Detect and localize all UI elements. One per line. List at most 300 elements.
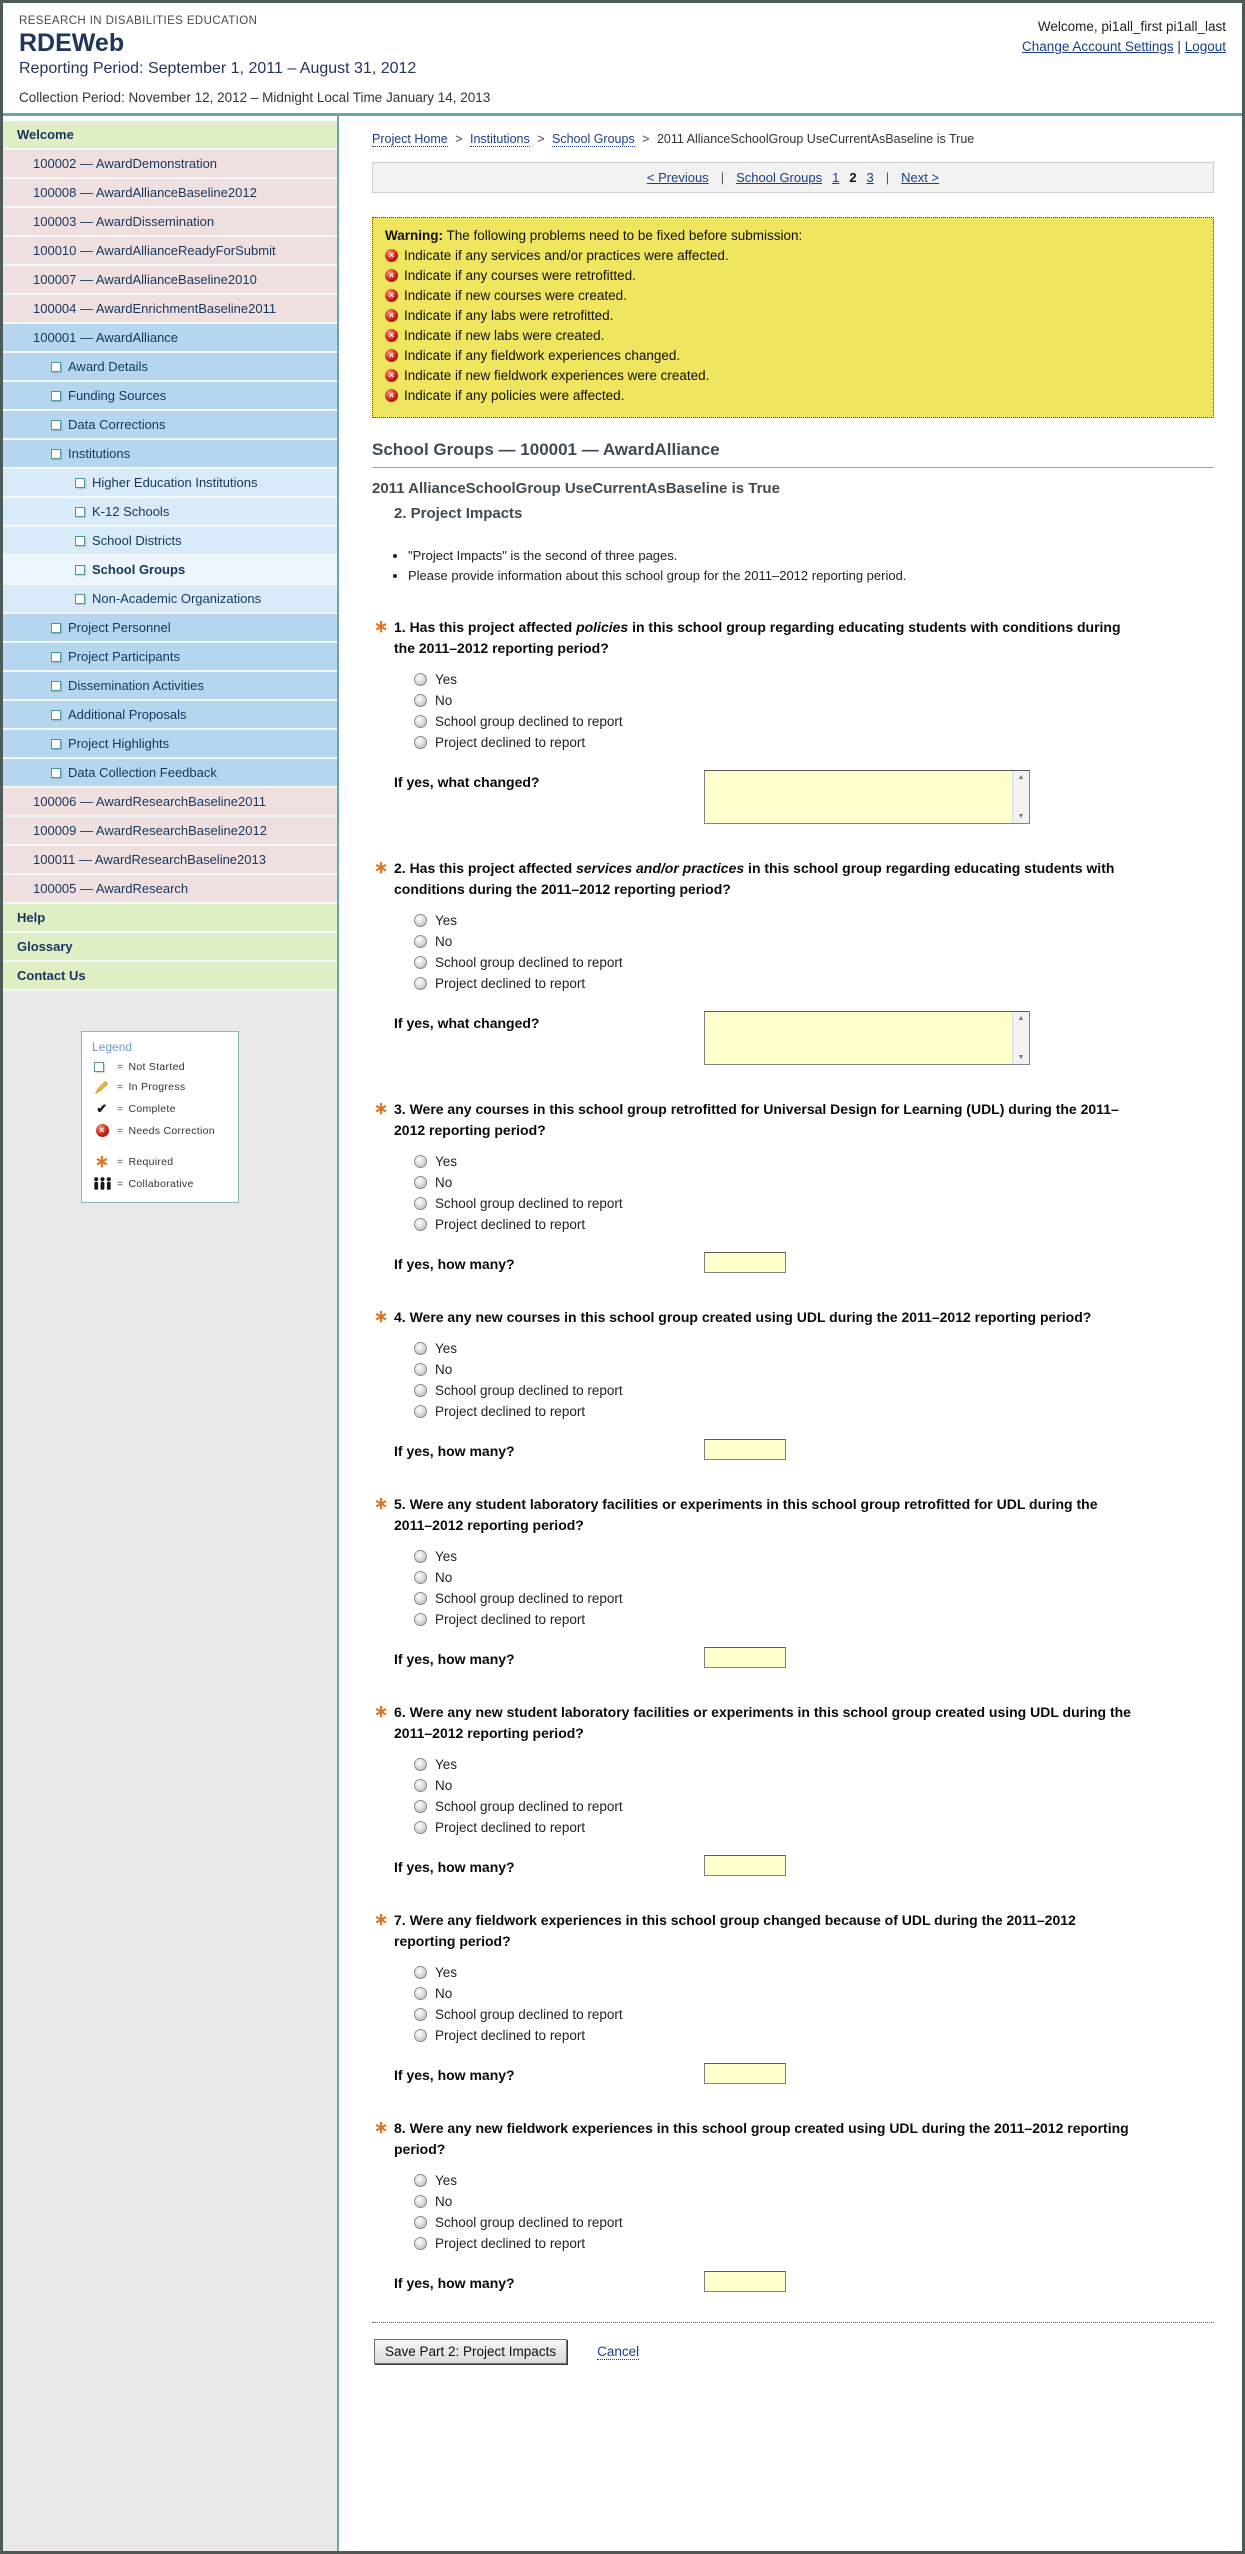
warning-item-text: Indicate if any services and/or practices were affected. <box>404 248 729 263</box>
needs-correction-icon: × <box>96 1124 109 1137</box>
sidebar-item-100011-awardresearchbaseline2013[interactable] <box>3 846 337 875</box>
radio-option-yes[interactable] <box>414 1757 1152 1772</box>
radio-option-no[interactable] <box>414 1362 1152 1377</box>
sidebar-item-100004-awardenrichmentbaseline2011[interactable] <box>3 295 337 324</box>
warning-item-text: Indicate if any courses were retrofitted. <box>404 268 636 283</box>
radio-option-school-group-declined-to-report[interactable] <box>414 2215 1152 2230</box>
sidebar-item-label: Data Corrections <box>68 417 166 432</box>
legend-item-complete <box>92 1101 230 1117</box>
scroll-up-icon[interactable]: ▲ <box>1017 774 1025 781</box>
not-started-icon <box>51 449 61 459</box>
radio-button-yes[interactable] <box>414 1550 427 1563</box>
radio-label: Yes <box>435 1154 458 1169</box>
question-5 <box>372 1494 1152 1668</box>
question-8-options <box>414 2173 1152 2251</box>
legend-item-needs-correction <box>92 1124 230 1137</box>
question-4-options <box>414 1341 1152 1419</box>
question-text: 5. Were any student laboratory facilities or experiments in this school group retrofitted for UDL during the 2011–2012 reporting period? <box>394 1496 1098 1533</box>
legend-label: In Progress <box>128 1081 186 1093</box>
needs-correction-icon: × <box>385 329 398 342</box>
question-4-followup <box>394 1439 1152 1460</box>
radio-label: School group declined to report <box>435 2215 623 2230</box>
radio-button-no[interactable] <box>414 1363 427 1376</box>
collection-period: Collection Period: November 12, 2012 – Midnight Local Time January 14, 2013 <box>19 90 491 105</box>
sidebar-nav <box>3 121 337 991</box>
radio-button-school-group-declined-to-report[interactable] <box>414 1800 427 1813</box>
radio-button-no[interactable] <box>414 1176 427 1189</box>
radio-option-school-group-declined-to-report[interactable] <box>414 955 1152 970</box>
radio-label: Yes <box>435 2173 458 2188</box>
question-1-followup <box>394 770 1152 824</box>
radio-label: Project declined to report <box>435 1404 586 1419</box>
required-icon: ∗ <box>374 2118 389 2137</box>
sidebar-item-label: K-12 Schools <box>92 504 170 519</box>
sidebar-item-label: Non-Academic Organizations <box>92 591 262 606</box>
sidebar-item-additional-proposals[interactable] <box>3 701 337 730</box>
sidebar-item-label: Project Personnel <box>68 620 171 635</box>
sidebar-item-project-participants[interactable] <box>3 643 337 672</box>
legend-item-in-progress <box>92 1080 230 1094</box>
logout-link[interactable]: Logout <box>1184 38 1226 54</box>
sidebar-item-label: 100011 — AwardResearchBaseline2013 <box>33 852 266 867</box>
sidebar-item-100008-awardalliancebaseline2012[interactable] <box>3 179 337 208</box>
header <box>3 3 1242 113</box>
radio-button-yes[interactable] <box>414 1342 427 1355</box>
warning-box <box>372 217 1214 418</box>
sidebar-item-100005-awardresearch[interactable] <box>3 875 337 904</box>
sidebar-item-label: Award Details <box>68 359 148 374</box>
radio-option-yes[interactable] <box>414 1341 1152 1356</box>
followup-label: If yes, how many? <box>394 1256 515 1272</box>
sidebar-item-label: School Groups <box>92 562 186 577</box>
note-item: • Please provide information about this school group for the 2011–2012 reporting period. <box>408 568 1214 583</box>
radio-button-school-group-declined-to-report[interactable] <box>414 1384 427 1397</box>
legend-item-collaborative <box>92 1177 230 1190</box>
what-changed-textarea[interactable] <box>704 770 1030 824</box>
scroll-down-icon[interactable]: ▼ <box>1017 1054 1025 1061</box>
needs-correction-icon: × <box>385 289 398 302</box>
question-text: 6. Were any new student laboratory facilities or experiments in this school group created using UDL during the 2011–2012 reporting period? <box>394 1704 1131 1741</box>
question-6-options <box>414 1757 1152 1835</box>
radio-button-project-declined-to-report[interactable] <box>414 1613 427 1626</box>
warning-title: Warning: <box>385 228 443 243</box>
legend-equals: = <box>117 1177 124 1190</box>
sidebar-item-100001-awardalliance[interactable] <box>3 324 337 353</box>
breadcrumb-separator: > <box>533 132 548 146</box>
radio-label: Yes <box>435 1757 458 1772</box>
sidebar-item-100007-awardalliancebaseline2010[interactable] <box>3 266 337 295</box>
question-text: 7. Were any fieldwork experiences in this school group changed because of UDL during the 2011–2012 reporting period? <box>394 1912 1076 1949</box>
question-7-followup <box>394 2063 1152 2084</box>
radio-label: Yes <box>435 1549 458 1564</box>
radio-button-no[interactable] <box>414 1987 427 2000</box>
warning-intro <box>385 228 1201 243</box>
radio-option-school-group-declined-to-report[interactable] <box>414 1383 1152 1398</box>
warning-item-text: Indicate if any policies were affected. <box>404 388 625 403</box>
breadcrumb-current: 2011 AllianceSchoolGroup UseCurrentAsBaseline is True <box>656 132 975 146</box>
radio-button-project-declined-to-report[interactable] <box>414 1821 427 1834</box>
radio-option-school-group-declined-to-report[interactable] <box>414 1196 1152 1211</box>
sidebar-item-label: Data Collection Feedback <box>68 765 217 780</box>
not-started-icon <box>51 652 61 662</box>
pagination-group-link[interactable]: School Groups <box>736 170 823 185</box>
question-5-options <box>414 1549 1152 1627</box>
pagination-pipe: | <box>720 170 725 185</box>
required-icon: ∗ <box>374 1910 389 1929</box>
radio-label: School group declined to report <box>435 2007 623 2022</box>
radio-button-school-group-declined-to-report[interactable] <box>414 1197 427 1210</box>
radio-label: No <box>435 934 453 949</box>
radio-button-project-declined-to-report[interactable] <box>414 2029 427 2042</box>
legend-label: Collaborative <box>128 1177 194 1190</box>
current-page-number: 2 <box>849 170 857 185</box>
question-2-followup <box>394 1011 1152 1065</box>
warning-item-text: Indicate if new labs were created. <box>404 328 605 343</box>
followup-label: If yes, how many? <box>394 2067 515 2083</box>
radio-button-yes[interactable] <box>414 1966 427 1979</box>
what-changed-input[interactable] <box>705 1012 1012 1064</box>
radio-option-yes[interactable] <box>414 1154 1152 1169</box>
sidebar-item-project-highlights[interactable] <box>3 730 337 759</box>
radio-button-yes[interactable] <box>414 1758 427 1771</box>
legend-label: Required <box>128 1155 174 1168</box>
question-8 <box>372 2118 1152 2292</box>
next-page-link[interactable]: Next > <box>901 170 940 185</box>
radio-button-project-declined-to-report[interactable] <box>414 1405 427 1418</box>
sidebar-item-label: 100001 — AwardAlliance <box>33 330 179 345</box>
required-icon: ∗ <box>374 1307 389 1326</box>
breadcrumb-link-project-home[interactable]: Project Home <box>372 132 448 146</box>
sidebar-item-label: Additional Proposals <box>68 707 187 722</box>
radio-option-school-group-declined-to-report[interactable] <box>414 1591 1152 1606</box>
followup-label: If yes, how many? <box>394 1859 515 1875</box>
not-started-icon <box>51 420 61 430</box>
breadcrumb-link-institutions[interactable]: Institutions <box>469 132 530 146</box>
radio-label: Yes <box>435 913 458 928</box>
section-title: 2. Project Impacts <box>394 505 523 522</box>
question-text: 3. Were any courses in this school group retrofitted for Universal Design for Learning (UDL) during the 2011–2012 reporting period? <box>394 1101 1119 1138</box>
footer-actions <box>372 2339 1214 2364</box>
sidebar-item-label: 100005 — AwardResearch <box>33 881 189 896</box>
sidebar-item-contact-us[interactable] <box>3 962 337 991</box>
question-1-options <box>414 672 1152 750</box>
legend-items <box>92 1061 230 1190</box>
sidebar-item-school-groups[interactable] <box>3 556 337 585</box>
sidebar-item-100009-awardresearchbaseline2012[interactable] <box>3 817 337 846</box>
radio-label: Project declined to report <box>435 1612 586 1627</box>
radio-option-project-declined-to-report[interactable] <box>414 1404 1152 1419</box>
radio-button-school-group-declined-to-report[interactable] <box>414 2216 427 2229</box>
sidebar-item-label: Glossary <box>17 939 73 954</box>
needs-correction-icon: × <box>385 269 398 282</box>
question-5-followup <box>394 1647 1152 1668</box>
what-changed-input[interactable] <box>705 771 1012 823</box>
warning-item <box>385 288 1201 303</box>
sidebar-item-help[interactable] <box>3 904 337 933</box>
radio-label: No <box>435 1986 453 2001</box>
sidebar-item-welcome[interactable] <box>3 121 337 150</box>
legend-label: Not Started <box>128 1061 185 1073</box>
warning-item <box>385 348 1201 363</box>
radio-option-yes[interactable] <box>414 913 1152 928</box>
radio-button-no[interactable] <box>414 935 427 948</box>
radio-label: Project declined to report <box>435 1217 586 1232</box>
sidebar-item-100002-awarddemonstration[interactable] <box>3 150 337 179</box>
warning-item-text: Indicate if new fieldwork experiences were created. <box>404 368 710 383</box>
followup-label: If yes, how many? <box>394 1443 515 1459</box>
sidebar-item-project-personnel[interactable] <box>3 614 337 643</box>
radio-option-no[interactable] <box>414 2194 1152 2209</box>
radio-label: No <box>435 2194 453 2209</box>
warning-intro-text: The following problems need to be fixed before submission: <box>446 228 803 243</box>
radio-option-project-declined-to-report[interactable] <box>414 976 1152 991</box>
radio-option-yes[interactable] <box>414 1549 1152 1564</box>
save-button[interactable]: Save Part 2: Project Impacts <box>374 2339 567 2364</box>
how-many-input[interactable] <box>704 2063 786 2084</box>
radio-label: Project declined to report <box>435 1820 586 1835</box>
needs-correction-icon: × <box>385 349 398 362</box>
sidebar-item-funding-sources[interactable] <box>3 382 337 411</box>
page-title: School Groups — 100001 — AwardAlliance <box>372 440 1214 468</box>
radio-button-no[interactable] <box>414 694 427 707</box>
radio-option-no[interactable] <box>414 1570 1152 1585</box>
not-started-icon <box>51 623 61 633</box>
radio-label: No <box>435 1175 453 1190</box>
radio-label: Project declined to report <box>435 2028 586 2043</box>
sidebar-item-institutions[interactable] <box>3 440 337 469</box>
followup-label: If yes, how many? <box>394 2275 515 2291</box>
radio-button-no[interactable] <box>414 1779 427 1792</box>
not-started-icon <box>75 536 85 546</box>
needs-correction-icon: × <box>385 249 398 262</box>
sidebar-item-label: Dissemination Activities <box>68 678 204 693</box>
in-progress-icon <box>95 1080 109 1094</box>
question-8-followup <box>394 2271 1152 2292</box>
sidebar-item-label: 100004 — AwardEnrichmentBaseline2011 <box>33 301 277 316</box>
sidebar-item-higher-education-institutions[interactable] <box>3 469 337 498</box>
scroll-up-icon[interactable]: ▲ <box>1017 1015 1025 1022</box>
radio-label: School group declined to report <box>435 1196 623 1211</box>
required-icon: ∗ <box>374 1702 389 1721</box>
legend-icon-cell <box>92 1153 112 1170</box>
radio-option-school-group-declined-to-report[interactable] <box>414 1799 1152 1814</box>
sidebar-item-label: 100002 — AwardDemonstration <box>33 156 218 171</box>
radio-label: School group declined to report <box>435 1383 623 1398</box>
radio-button-yes[interactable] <box>414 2174 427 2187</box>
not-started-icon <box>51 362 61 372</box>
legend-equals: = <box>117 1061 124 1073</box>
pagination-bar <box>372 162 1214 193</box>
sidebar-item-dissemination-activities[interactable] <box>3 672 337 701</box>
brand-block <box>19 15 490 105</box>
not-started-icon <box>51 768 61 778</box>
cancel-link[interactable]: Cancel <box>597 2343 640 2359</box>
radio-label: Yes <box>435 672 458 687</box>
sidebar-item-data-collection-feedback[interactable] <box>3 759 337 788</box>
warning-item-text: Indicate if any fieldwork experiences changed. <box>404 348 681 363</box>
legend-box <box>81 1031 239 1203</box>
breadcrumb-separator: > <box>451 132 466 146</box>
question-7-options <box>414 1965 1152 2043</box>
radio-button-project-declined-to-report[interactable] <box>414 2237 427 2250</box>
questions <box>372 617 1214 2292</box>
subtitle: 2011 AllianceSchoolGroup UseCurrentAsBaseline is True <box>372 480 780 497</box>
legend-label: Complete <box>128 1103 176 1115</box>
sidebar-fill <box>3 991 337 2551</box>
not-started-icon <box>75 478 85 488</box>
radio-button-project-declined-to-report[interactable] <box>414 1218 427 1231</box>
legend-icon-cell <box>92 1177 112 1190</box>
radio-button-project-declined-to-report[interactable] <box>414 736 427 749</box>
how-many-input[interactable] <box>704 1647 786 1668</box>
legend-icon-cell <box>92 1062 112 1072</box>
sidebar-item-non-academic-organizations[interactable] <box>3 585 337 614</box>
question-2 <box>372 858 1152 1065</box>
sidebar-item-glossary[interactable] <box>3 933 337 962</box>
required-icon: ∗ <box>94 1152 110 1171</box>
sidebar-item-100003-awarddissemination[interactable] <box>3 208 337 237</box>
account-links-divider: | <box>1177 38 1181 54</box>
followup-label: If yes, how many? <box>394 1651 515 1667</box>
footer-separator <box>372 2322 1214 2323</box>
warning-item <box>385 328 1201 343</box>
radio-button-yes[interactable] <box>414 1155 427 1168</box>
sidebar-item-award-details[interactable] <box>3 353 337 382</box>
legend-equals: = <box>117 1081 124 1093</box>
how-many-input[interactable] <box>704 2271 786 2292</box>
required-icon: ∗ <box>374 858 389 877</box>
radio-button-yes[interactable] <box>414 914 427 927</box>
warning-item-text: Indicate if any labs were retrofitted. <box>404 308 614 323</box>
sidebar-item-label: Project Participants <box>68 649 180 664</box>
textarea-scrollbar[interactable] <box>1012 771 1029 823</box>
radio-label: Yes <box>435 1341 458 1356</box>
reporting-period: Reporting Period: September 1, 2011 – August 31, 2012 <box>19 60 417 77</box>
sidebar-item-100006-awardresearchbaseline2011[interactable] <box>3 788 337 817</box>
radio-option-project-declined-to-report[interactable] <box>414 1820 1152 1835</box>
change-account-settings-link[interactable]: Change Account Settings <box>1022 38 1174 54</box>
followup-label: If yes, what changed? <box>394 1015 540 1031</box>
complete-icon: ✔ <box>96 1101 108 1116</box>
what-changed-textarea[interactable] <box>704 1011 1030 1065</box>
radio-label: No <box>435 1362 453 1377</box>
radio-button-yes[interactable] <box>414 673 427 686</box>
question-6 <box>372 1702 1152 1876</box>
radio-option-project-declined-to-report[interactable] <box>414 735 1152 750</box>
sidebar-item-school-districts[interactable] <box>3 527 337 556</box>
radio-label: Project declined to report <box>435 2236 586 2251</box>
radio-option-no[interactable] <box>414 1175 1152 1190</box>
radio-button-project-declined-to-report[interactable] <box>414 977 427 990</box>
not-started-icon <box>51 681 61 691</box>
sidebar-item-label: School Districts <box>92 533 182 548</box>
question-4 <box>372 1307 1152 1460</box>
radio-button-no[interactable] <box>414 2195 427 2208</box>
warning-items <box>385 248 1201 403</box>
notes-list <box>386 548 1214 583</box>
sidebar-item-label: 100009 — AwardResearchBaseline2012 <box>33 823 267 838</box>
question-1 <box>372 617 1152 824</box>
breadcrumb <box>372 132 1214 146</box>
pagination-pipe: | <box>885 170 890 185</box>
radio-option-no[interactable] <box>414 693 1152 708</box>
required-icon: ∗ <box>374 1494 389 1513</box>
radio-option-no[interactable] <box>414 1986 1152 2001</box>
question-text-italic: services and/or practices <box>576 860 745 876</box>
legend-item-not-started <box>92 1061 230 1073</box>
not-started-icon <box>51 739 61 749</box>
how-many-input[interactable] <box>704 1855 786 1876</box>
how-many-input[interactable] <box>704 1439 786 1460</box>
radio-label: Project declined to report <box>435 976 586 991</box>
warning-item <box>385 388 1201 403</box>
sidebar-item-k-12-schools[interactable] <box>3 498 337 527</box>
question-text: 1. Has this project affected policies in this school group regarding educating students with conditions during the 2011–2012 reporting period? <box>394 619 1121 656</box>
previous-page-link[interactable]: < Previous <box>646 170 709 185</box>
question-2-options <box>414 913 1152 991</box>
radio-label: Yes <box>435 1965 458 1980</box>
sidebar <box>3 116 339 2551</box>
radio-option-yes[interactable] <box>414 672 1152 687</box>
radio-option-project-declined-to-report[interactable] <box>414 1612 1152 1627</box>
required-icon: ∗ <box>374 617 389 636</box>
radio-label: No <box>435 1570 453 1585</box>
legend-icon-cell <box>92 1080 112 1094</box>
not-started-icon <box>75 594 85 604</box>
not-started-icon <box>94 1062 104 1072</box>
question-7 <box>372 1910 1152 2084</box>
radio-button-school-group-declined-to-report[interactable] <box>414 1592 427 1605</box>
radio-option-project-declined-to-report[interactable] <box>414 1217 1152 1232</box>
warning-item <box>385 268 1201 283</box>
radio-option-project-declined-to-report[interactable] <box>414 2028 1152 2043</box>
page-link-1[interactable]: 1 <box>832 170 840 185</box>
scroll-down-icon[interactable]: ▼ <box>1017 813 1025 820</box>
radio-button-no[interactable] <box>414 1571 427 1584</box>
sidebar-item-100010-awardalliancereadyforsubmit[interactable] <box>3 237 337 266</box>
question-6-followup <box>394 1855 1152 1876</box>
needs-correction-icon: × <box>385 369 398 382</box>
how-many-input[interactable] <box>704 1252 786 1273</box>
warning-item <box>385 248 1201 263</box>
legend-equals: = <box>117 1124 124 1137</box>
required-icon: ∗ <box>374 1099 389 1118</box>
question-text-italic: policies <box>576 619 629 635</box>
radio-label: School group declined to report <box>435 714 623 729</box>
radio-option-school-group-declined-to-report[interactable] <box>414 714 1152 729</box>
radio-option-no[interactable] <box>414 934 1152 949</box>
radio-button-school-group-declined-to-report[interactable] <box>414 715 427 728</box>
not-started-icon <box>51 710 61 720</box>
account-block <box>1022 15 1226 105</box>
radio-button-school-group-declined-to-report[interactable] <box>414 956 427 969</box>
sidebar-item-label: Welcome <box>17 127 74 142</box>
radio-button-school-group-declined-to-report[interactable] <box>414 2008 427 2021</box>
radio-option-project-declined-to-report[interactable] <box>414 2236 1152 2251</box>
sidebar-item-label: Funding Sources <box>68 388 167 403</box>
page-link-3[interactable]: 3 <box>866 170 874 185</box>
radio-option-school-group-declined-to-report[interactable] <box>414 2007 1152 2022</box>
breadcrumb-link-school-groups[interactable]: School Groups <box>552 132 635 146</box>
radio-option-no[interactable] <box>414 1778 1152 1793</box>
radio-option-yes[interactable] <box>414 1965 1152 1980</box>
radio-option-yes[interactable] <box>414 2173 1152 2188</box>
sidebar-item-data-corrections[interactable] <box>3 411 337 440</box>
radio-label: No <box>435 693 453 708</box>
legend-item-required <box>92 1153 230 1170</box>
agency-name: RESEARCH IN DISABILITIES EDUCATION <box>19 15 258 27</box>
textarea-scrollbar[interactable] <box>1012 1012 1029 1064</box>
